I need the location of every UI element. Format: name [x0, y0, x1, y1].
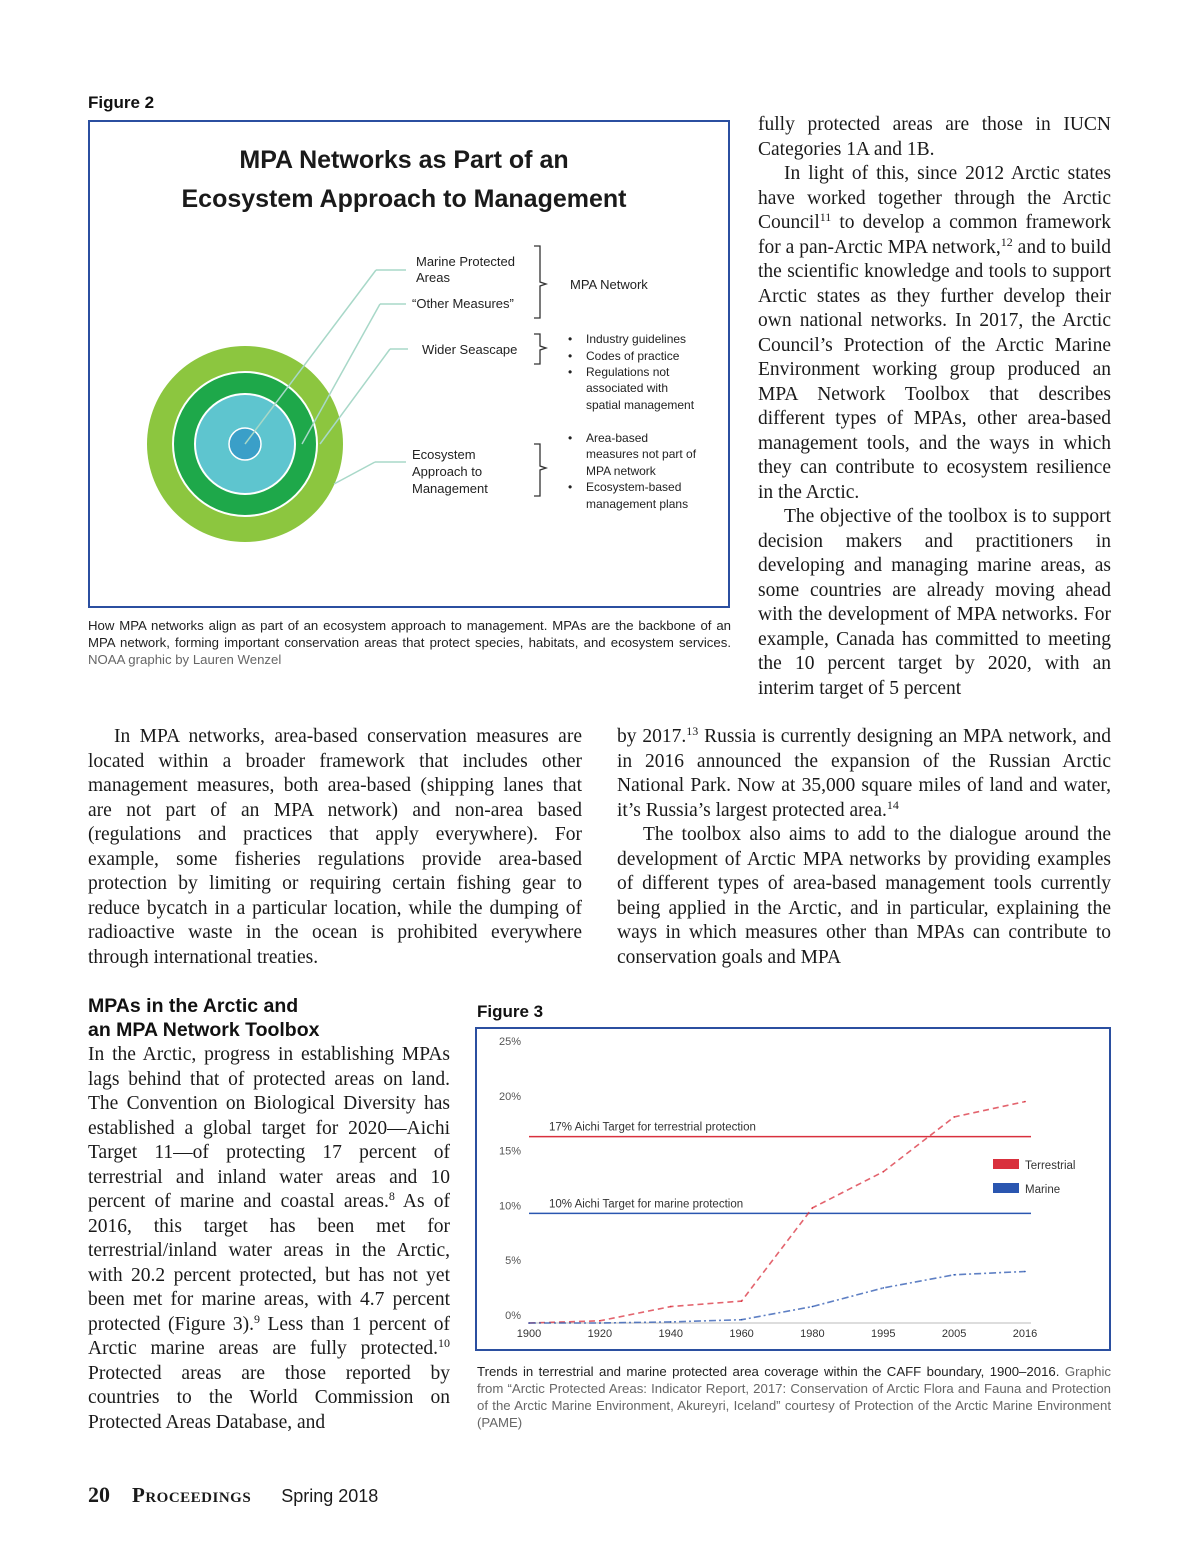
x-tick-label: 2005	[941, 1328, 967, 1340]
label-mpa-network: MPA Network	[570, 277, 648, 292]
paragraph: The toolbox also aims to add to the dialogue around the development of Arctic MPA networks by providing examples of different types of area-based management tools currently being applied in the Arctic, and in particular, explaining the ways in which measures other than MPAs can contribute to conservation goals and MPA	[617, 824, 1111, 968]
page-footer	[88, 1482, 378, 1508]
figure-3-caption	[477, 1363, 1111, 1431]
footnote-ref: 10	[438, 1336, 450, 1350]
data-point	[882, 1171, 884, 1173]
eam-bullet: management plans	[586, 497, 689, 511]
protected-area-trend-chart	[477, 1029, 1109, 1349]
eam-bullet: Area-based	[586, 431, 649, 445]
data-point	[812, 1306, 814, 1308]
legend-label: Terrestrial	[1025, 1160, 1076, 1172]
text-span: Less than 1 percent of Arctic marine areas are fully protected.	[88, 1313, 450, 1359]
wider-seascape-bullets	[568, 332, 695, 412]
y-tick-label: 15%	[498, 1145, 521, 1158]
legend-swatch	[993, 1159, 1019, 1169]
data-point	[599, 1322, 601, 1324]
footnote-ref: 12	[1000, 234, 1013, 249]
issue-date: Spring 2018	[281, 1486, 379, 1506]
x-tick-label: 1960	[729, 1328, 754, 1340]
paragraph	[617, 725, 1111, 823]
data-point	[670, 1306, 672, 1308]
text-span: In the Arctic, progress in establishing MPAs lags behind that of protected areas on land. The Convention on Biological Diversity has established a global target for 2020—Aichi Target 11—of protecting 17 percent of terrestrial and inland water areas and 10 percent of marine and coastal areas.	[88, 1044, 450, 1212]
text-span: and to build the scientific knowledge and tools to support Arctic states as they further develop their own national networks. In 2017, the Arctic Council’s Protection of the Arctic Marine Environment working group produced an MPA Network Toolbox that describes different types of MPAs, other area-based management tools, and the ways in which they can contribute to ecosystem resilience in the Arctic.	[758, 236, 1111, 503]
label-eam-line2: Approach to	[412, 464, 483, 479]
eam-bullets	[568, 431, 697, 511]
text-span: In light of this, since 2012 Arctic states have worked together through the Arctic Council	[758, 163, 1111, 233]
footnote-ref: 11	[819, 210, 832, 224]
section-heading-line1: MPAs in the Arctic and	[88, 995, 299, 1017]
reference-line-label: 17% Aichi Target for terrestrial protection	[549, 1121, 756, 1134]
figure-2-caption-text: How MPA networks align as part of an ecosystem approach to management. MPAs are the backbone of an MPA network, forming important conservation areas that protect species, habitats, and ecosystem services.	[88, 618, 731, 650]
data-point	[1024, 1271, 1026, 1273]
figure-2-title-line2: Ecosystem Approach to Management	[181, 185, 627, 213]
data-point	[741, 1319, 743, 1321]
mpa-network-diagram	[90, 122, 728, 606]
data-point	[599, 1320, 601, 1322]
y-tick-label: 25%	[498, 1036, 521, 1048]
figure-3-credit: Graphic from “Arctic Protected Areas: Indicator Report, 2017: Conservation of Arctic Flora and Fauna and Protection of the Arctic Marine Environment, Akureyri, Iceland” courtesy of Protection of the Arctic Marine Environment (PAME)	[477, 1364, 1111, 1430]
eam-bullet: Ecosystem-based	[586, 480, 682, 494]
left-middle-text	[88, 725, 582, 970]
label-other-measures: “Other Measures”	[412, 296, 514, 311]
series-line	[529, 1271, 1025, 1323]
paragraph	[758, 162, 1111, 505]
figure-2-title-line1: MPA Networks as Part of an	[239, 146, 569, 174]
data-point	[528, 1322, 530, 1324]
figure-3-frame	[475, 1027, 1111, 1351]
bullet-dot: •	[568, 480, 573, 494]
paragraph: The objective of the toolbox is to support decision makers and practitioners in developing and managing marine areas, as some countries are already moving ahead with the development of MPA networks. For example, Canada has committed to meeting the 10 percent target by 2020, with an interim target of 5 percent	[758, 506, 1111, 699]
label-wider-seascape: Wider Seascape	[422, 342, 518, 357]
legend-label: Marine	[1025, 1184, 1061, 1196]
y-tick-label: 0%	[505, 1310, 521, 1322]
data-point	[670, 1321, 672, 1323]
eam-bullet: measures not part of	[586, 447, 697, 461]
y-tick-label: 10%	[498, 1200, 521, 1213]
x-tick-label: 1900	[516, 1328, 542, 1340]
brace-symbols	[534, 246, 546, 496]
figure-2-frame	[88, 120, 730, 608]
data-point	[741, 1300, 743, 1302]
x-tick-label: 1980	[800, 1328, 825, 1340]
x-tick-label: 1940	[658, 1328, 683, 1340]
y-tick-label: 5%	[505, 1255, 521, 1268]
wider-bullet: Industry guidelines	[586, 332, 687, 346]
text-span: Protected areas are those reported by countries to the World Commission on Protected Areas Database, and	[88, 1362, 450, 1433]
label-eam-line3: Management	[412, 481, 488, 496]
paragraph: In MPA networks, area-based conservation measures are located within a broader framework that includes other management measures, both area-based (shipping lanes that are not part of an MPA network) and non-area based (regulations and practices that apply everywhere). For example, some fisheries regulations provide area-based protection by limiting or requiring certain fishing gear to reduce bycatch in a particular location, while the dumping of radioactive waste in the ocean is prohibited everywhere through international treaties.	[88, 726, 582, 968]
paragraph: fully protected areas are those in IUCN Categories 1A and 1B.	[758, 114, 1111, 160]
bullet-dot: •	[568, 332, 573, 346]
section-text	[88, 1043, 450, 1435]
section-heading	[88, 994, 448, 1042]
data-point	[882, 1287, 884, 1289]
paragraph	[88, 1043, 450, 1435]
data-point	[953, 1116, 955, 1118]
figure-2-caption	[88, 617, 731, 668]
footnote-ref: 13	[686, 724, 699, 738]
right-middle-text	[617, 725, 1111, 970]
figure-3-caption-text: Trends in terrestrial and marine protected area coverage within the CAFF boundary, 1900–2016.	[477, 1364, 1060, 1379]
footnote-ref: 9	[254, 1311, 260, 1326]
figure-3-label: Figure 3	[477, 1002, 544, 1021]
bullet-dot: •	[568, 349, 573, 363]
wider-bullet: associated with	[586, 381, 669, 395]
label-mpa-line2: Areas	[416, 270, 450, 285]
page-number: 20	[88, 1482, 110, 1507]
text-span: by 2017.	[617, 726, 687, 747]
eam-bullet: MPA network	[586, 464, 656, 478]
x-tick-label: 1995	[871, 1328, 896, 1340]
right-column-text	[758, 113, 1111, 701]
section-heading-line2: an MPA Network Toolbox	[88, 1019, 320, 1041]
text-span: As of 2016, this target has been met for terrestrial/inland water areas in the Arctic, with 20.2 percent protected, but has not yet been met for marine areas, with 4.7 percent protected (Figure 3).	[88, 1191, 451, 1335]
text-span: Russia is currently designing an MPA network, and in 2016 announced the expansion of the Russian Arctic National Park. Now at 35,000 square miles of land and water, it’s Russia’s largest protected area.	[617, 726, 1111, 821]
x-tick-label: 2016	[1012, 1328, 1038, 1340]
footnote-ref: 14	[886, 797, 899, 812]
label-mpa-line1: Marine Protected	[416, 254, 515, 269]
wider-bullet: spatial management	[586, 398, 695, 412]
legend-swatch	[993, 1183, 1019, 1193]
label-eam-line1: Ecosystem	[412, 447, 476, 462]
text-span: to develop a common framework for a pan-Arctic MPA network,	[758, 212, 1111, 258]
footnote-ref: 8	[388, 1189, 395, 1203]
bullet-dot: •	[568, 431, 573, 445]
publication-name: Proceedings	[132, 1483, 252, 1507]
data-point	[1024, 1101, 1026, 1103]
x-tick-label: 1920	[587, 1328, 613, 1340]
figure-2-credit: NOAA graphic by Lauren Wenzel	[88, 652, 282, 667]
y-tick-label: 20%	[498, 1090, 521, 1103]
reference-line-label: 10% Aichi Target for marine protection	[549, 1198, 744, 1211]
wider-bullet: Codes of practice	[586, 349, 680, 363]
figure-2-label: Figure 2	[88, 93, 155, 112]
data-point	[812, 1207, 814, 1209]
data-point	[953, 1274, 955, 1276]
series-line	[529, 1102, 1025, 1323]
wider-bullet: Regulations not	[586, 365, 670, 379]
bullet-dot: •	[568, 365, 573, 379]
